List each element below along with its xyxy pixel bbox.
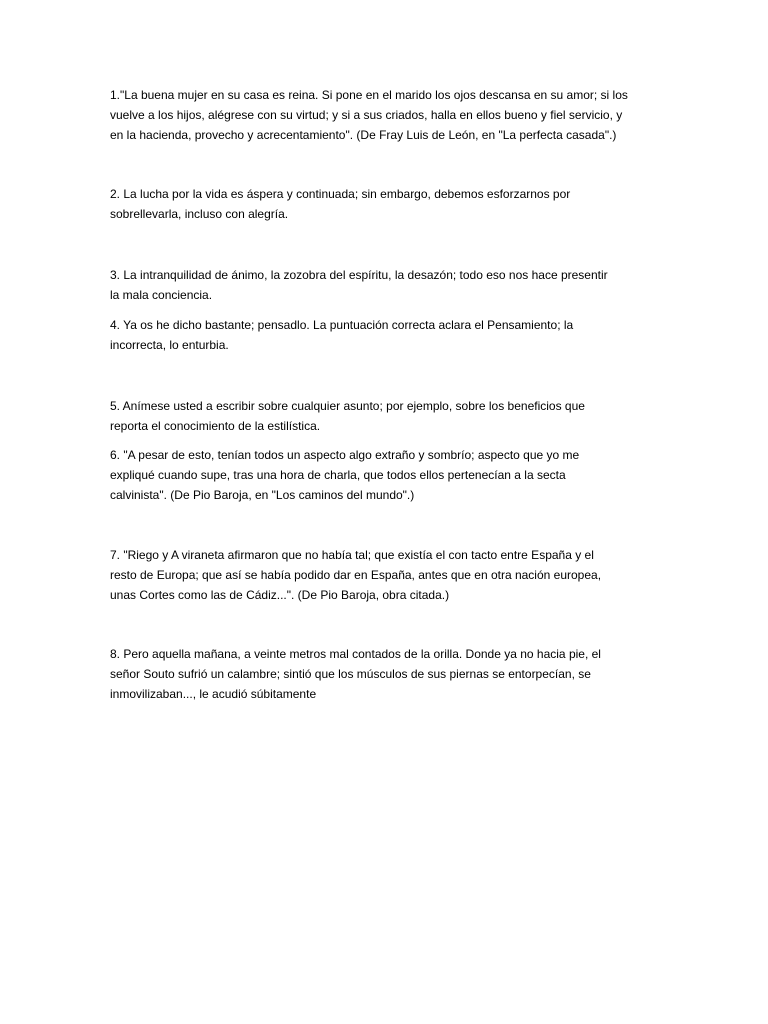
paragraph-5-line-2: reporta el conocimiento de la estilística.: [110, 419, 321, 433]
paragraph-3-line-1: 3. La intranquilidad de ánimo, la zozobra del espíritu, la desazón; todo eso nos hace presentir: [110, 268, 608, 282]
paragraph-1-line-3: en la hacienda, provecho y acrecentamiento". (De Fray Luis de León, en "La perfecta casada".): [110, 128, 617, 142]
paragraph-6-line-3: calvinista". (De Pio Baroja, en "Los caminos del mundo".): [110, 488, 415, 502]
paragraph-7-line-2: resto de Europa; que así se había podido dar en España, antes que en otra nación europea,: [110, 568, 602, 582]
paragraph-5: [110, 396, 662, 436]
paragraph-7-line-3: unas Cortes como las de Cádiz...". (De Pio Baroja, obra citada.): [110, 588, 450, 602]
paragraph-7: [110, 545, 662, 605]
paragraph-1-line-2: vuelve a los hijos, alégrese con su virtud; y si a sus criados, halla en ellos bueno y fiel servicio, y: [110, 108, 623, 122]
paragraph-3: [110, 265, 662, 305]
paragraph-6-line-1: 6. "A pesar de esto, tenían todos un aspecto algo extraño y sombrío; aspecto que yo me: [110, 448, 580, 462]
paragraph-6-line-2: expliqué cuando supe, tras una hora de charla, que todos ellos pertenecían a la secta: [110, 468, 566, 482]
paragraph-4: [110, 315, 662, 355]
paragraph-2-line-1: 2. La lucha por la vida es áspera y continuada; sin embargo, debemos esforzarnos por: [110, 187, 571, 201]
paragraph-8-line-2: señor Souto sufrió un calambre; sintió que los músculos de sus piernas se entorpecían, se: [110, 667, 591, 681]
paragraph-2-line-2: sobrellevarla, incluso con alegría.: [110, 207, 289, 221]
paragraph-1-line-1: 1."La buena mujer en su casa es reina. Si pone en el marido los ojos descansa en su amor; si los: [110, 88, 628, 102]
paragraph-6: [110, 445, 662, 505]
paragraph-3-line-2: la mala conciencia.: [110, 288, 213, 302]
paragraph-8: [110, 644, 662, 704]
paragraph-4-line-2: incorrecta, lo enturbia.: [110, 338, 229, 352]
paragraph-1: [110, 85, 662, 145]
paragraph-8-line-1: 8. Pero aquella mañana, a veinte metros mal contados de la orilla. Donde ya no hacia pie, el: [110, 647, 601, 661]
paragraph-2: [110, 184, 662, 224]
paragraph-4-line-1: 4. Ya os he dicho bastante; pensadlo. La puntuación correcta aclara el Pensamiento; la: [110, 318, 574, 332]
paragraph-7-line-1: 7. "Riego y A viraneta afirmaron que no había tal; que existía el con tacto entre España y el: [110, 548, 594, 562]
paragraph-5-line-1: 5. Anímese usted a escribir sobre cualquier asunto; por ejemplo, sobre los beneficios que: [110, 399, 585, 413]
paragraph-8-line-3: inmovilizaban..., le acudió súbitamente: [110, 687, 317, 701]
